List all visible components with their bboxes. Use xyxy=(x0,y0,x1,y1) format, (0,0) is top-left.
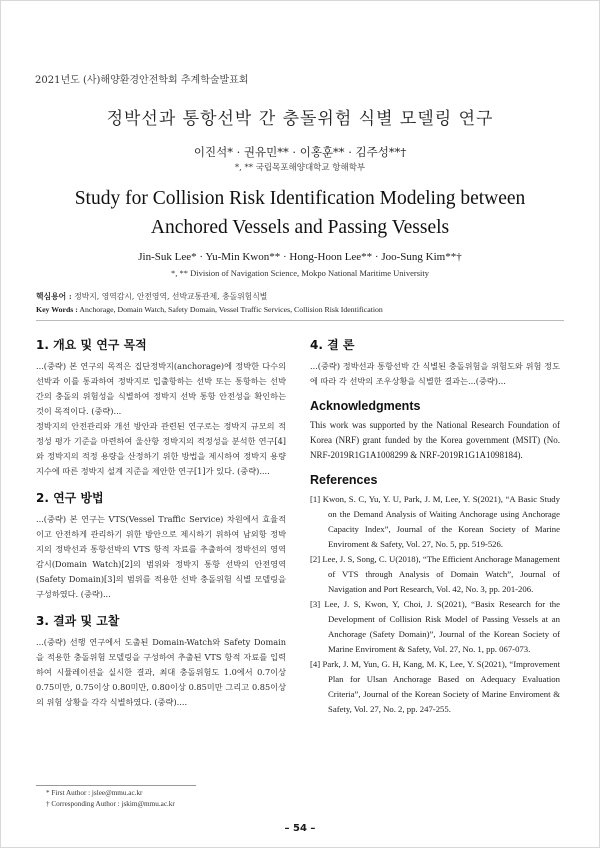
reference-item: [4] Park, J. M, Yun, G. H, Kang, M. K, Lee, Y. S(2021), “Improvement Plan for Ulsan Anchorage Based on Adequacy Evaluation Criteria”, Journal of the Korean Society of Marine Enviroment & Safety, Vol. 27, No. 2, pp. 247-255. xyxy=(310,659,560,714)
paper-title-english: Study for Collision Risk Identification Modeling between Anchored Vessels and Passing Vessels xyxy=(74,188,526,238)
footnote-first-author: * First Author : jslee@mmu.ac.kr xyxy=(46,789,143,797)
section-heading-method: 2. 연구 방법 xyxy=(36,491,104,505)
left-column xyxy=(36,336,286,710)
section-heading-acknowledgments: Acknowledgments xyxy=(310,399,421,413)
section-heading-intro: 1. 개요 및 연구 목적 xyxy=(36,338,147,352)
authors-english: Jin-Suk Lee* · Yu-Min Kwon** · Hong-Hoon Lee** · Joo-Sung Kim**† xyxy=(138,251,462,263)
conference-header: 2021년도 (사)해양환경안전학회 추계학술발표회 xyxy=(35,75,249,86)
conclusion-paragraph: ...(중략) 정박선과 통항선박 간 식별된 충돌위험을 위험도와 위험 정도에 따라 각 선박의 조우상황을 식별한 결과는...(중략)... xyxy=(310,361,560,386)
affiliation-english: *, ** Division of Navigation Science, Mokpo National Maritime University xyxy=(170,268,430,278)
acknowledgments-text: This work was supported by the National Research Foundation of Korea (NRF) grant funded by the Korea government (MSIT) (No. NRF-2019R1G1A1008299 & NRF-2019R1G1A1098184). xyxy=(310,420,560,460)
keywords-english-text: Anchorage, Domain Watch, Safety Domain, Vessel Traffic Services, Collision Risk Identification xyxy=(77,305,383,314)
reference-item: [3] Lee, J. S, Kwon, Y, Choi, J. S(2021), “Basix Research for the Development of Collision Risk Model of Passing Vessels at an Anchorage (Safety Domain)”, Journal of the Korean Society of Marine Enviroment & Safety, Vol. 27, No. 1, pp. 067-073. xyxy=(310,599,560,654)
reference-list xyxy=(310,492,560,717)
footnote-corresponding-author: † Corresponding Author : jskim@mmu.ac.kr xyxy=(46,800,175,808)
intro-paragraph-2: 정박지의 안전관리와 개선 방안과 관련된 연구로는 정박지 규모의 적정성 평가 기준을 마련하여 울산항 정박지의 적정성을 분석한 연구[4]와 정박지의 적정 용량을 산정하기 위한 방법을 제시하여 정박지 용량지수에 따른 정박지 설계 지준을 제안한 연구[1]가 있다. (중략).... xyxy=(36,421,286,476)
paper-title-korean: 정박선과 통항선박 간 충돌위험 식별 모델링 연구 xyxy=(106,109,494,129)
right-column xyxy=(310,336,560,717)
keywords-english-label: Key Words : xyxy=(36,305,78,314)
page-number: – 54 – xyxy=(284,823,316,834)
section-heading-references: References xyxy=(310,473,378,487)
keywords-korean-label: 핵심용어 : xyxy=(36,292,72,301)
method-paragraph: ...(중략) 본 연구는 VTS(Vessel Traffic Service) 차원에서 효율적이고 안전하게 관리하기 위한 방안으로 제시하기 위하여 남외항 정박지의 정박선과 통항선박의 VTS 항적 자료를 추출하여 정박선의 영역감시(Domain Watch)[2]의 범위와 정박지 통항 선박의 안전영역(Safety Domain)[3]의 범위를 적용한 선박 충돌위험 식별 모델링을 구성하였다. (중략)... xyxy=(36,514,286,599)
section-heading-results: 3. 결과 및 고찰 xyxy=(36,614,120,628)
section-heading-conclusion: 4. 결 론 xyxy=(310,338,355,352)
footnote-divider xyxy=(36,785,196,786)
keywords-korean xyxy=(36,291,267,302)
intro-paragraph-1: ...(중략) 본 연구의 목적은 집단정박지(anchorage)에 정박한 다수의 선박과 이를 통과하여 정박지로 입출항하는 선박 또는 통항하는 선박간의 충돌의 위험성을 식별하여 정박지 선박 통항 안전성을 확인하는 것이 목적이다. (중략)... xyxy=(36,361,286,416)
affiliation-korean: *, ** 국립목포해양대학교 항해학부 xyxy=(234,163,366,173)
reference-item: [2] Lee, J. S, Song, C. U(2018), “The Efficient Anchorage Management of VTS through Analysis of Domain Watch”, Journal of Navigation and Port Research, Vol. 42, No. 3, pp. 201-206. xyxy=(310,554,560,594)
keywords-english xyxy=(36,305,383,314)
keywords-korean-text: 정박지, 영역감시, 안전영역, 선박교통관제, 충돌위험식별 xyxy=(71,292,268,301)
header-divider xyxy=(36,320,564,321)
results-paragraph: ...(중략) 선행 연구에서 도출된 Domain-Watch와 Safety Domain을 적용한 충돌위험 모델링을 구성하여 추출된 VTS 항적 자료를 입력하여 시뮬레이션을 실시한 결과, 최대 충돌위험도 1.0에서 0.7이상 0.75미만, 0.75이상 0.80미만, 0.80이상 0.85미만 그리고 0.85이상의 위험 상황을 각각 식별하였다. (중략).... xyxy=(36,637,286,707)
authors-korean: 이진석* · 권유민** · 이홍훈** · 김주성**† xyxy=(193,145,407,159)
reference-item: [1] Kwon, S. C, Yu, Y. U, Park, J. M, Lee, Y. S(2021), “A Basic Study on the Demand Analysis of Waiting Anchorage using Anchorage Capacity Index”, Journal of the Korean Society of Marine Enviroment & Safety, Vol. 27, No. 5, pp. 519-526. xyxy=(310,494,560,549)
